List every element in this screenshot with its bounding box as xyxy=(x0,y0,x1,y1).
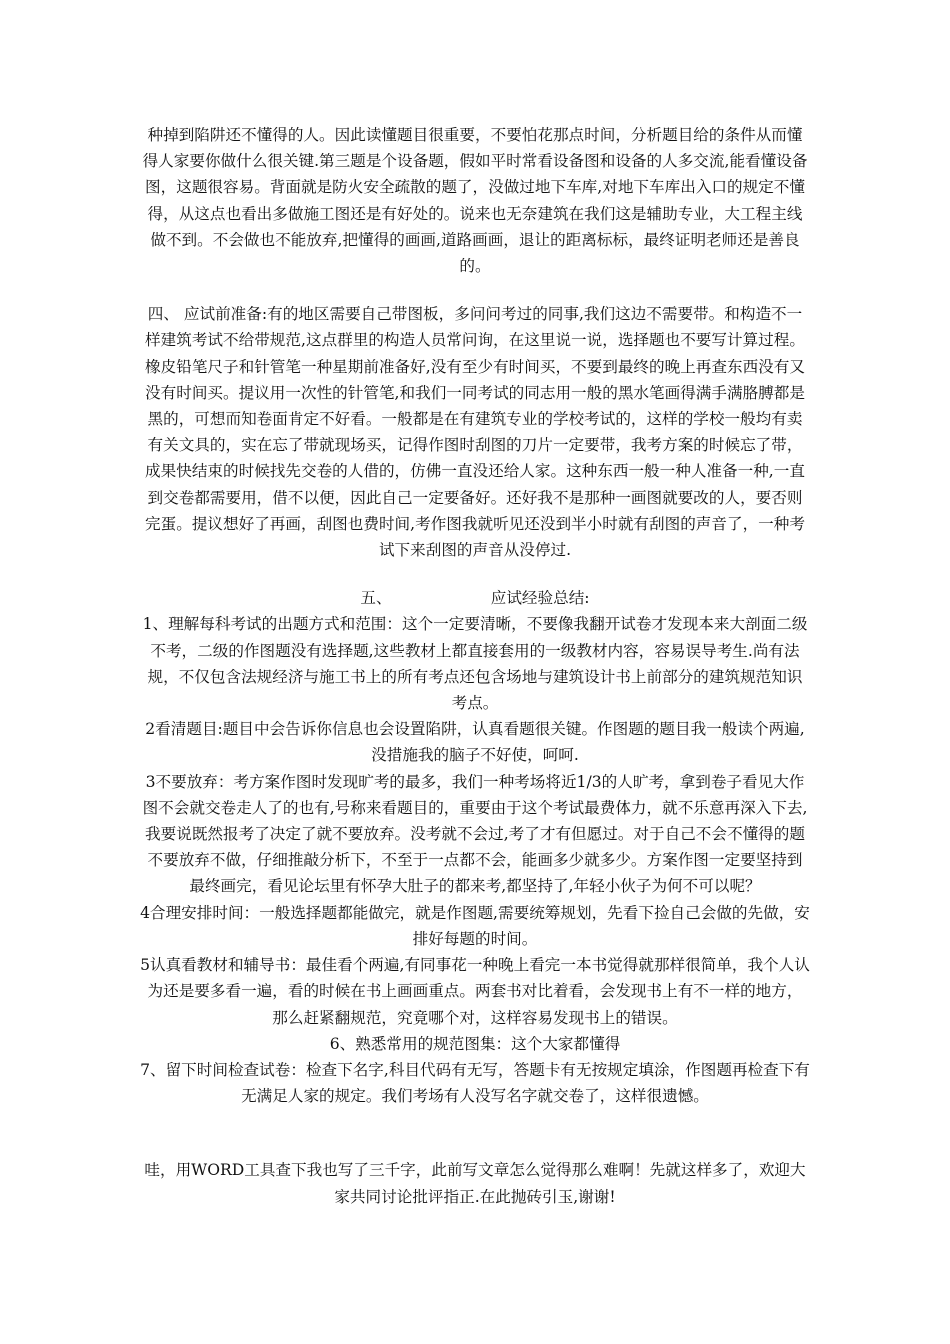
section-5 xyxy=(140,585,810,1109)
section-5-item-4: 4合理安排时间：一般选择题都能做完，就是作图题,需要统筹规划，先看下捡自己会做的先做，安排好每题的时间。 xyxy=(140,903,810,948)
spacer xyxy=(140,1109,810,1157)
paragraph-top: 种掉到陷阱还不懂得的人。因此读懂题目很重要，不要怕花那点时间，分析题目给的条件从而懂得人家要你做什么很关键.第三题是个设备题，假如平时常看设备图和设备的人多交流,能看懂设备图，这题很容易。背面就是防火安全疏散的题了，没做过地下车库,对地下车库出入口的规定不懂得，从这点也看出多做施工图还是有好处的。说来也无奈建筑在我们这是辅助专业，大工程主线做不到。不会做也不能放弃,把懂得的画画,道路画画，退让的距离标标，最终证明老师还是善良的。 xyxy=(142,126,808,276)
spacer xyxy=(140,563,810,585)
closing xyxy=(140,1157,810,1209)
section-5-item-5: 5认真看教材和辅导书：最佳看个两遍,有同事花一种晚上看完一本书觉得就那样很简单，我个人认为还是要多看一遍，看的时候在书上画画重点。两套书对比着看，会发现书上有不一样的地方，那么赶紧翻规范，究竟哪个对，这样容易发现书上的错误。 xyxy=(140,956,810,1027)
section-5-item-2: 2看清题目:题目中会告诉你信息也会设置陷阱，认真看题很关键。作图题的题目我一般读个两遍,没措施我的脑子不好使，呵呵. xyxy=(145,720,805,765)
section-5-heading: 五、 应试经验总结: xyxy=(360,589,590,608)
section-5-item-3: 3不要放弃：考方案作图时发现旷考的最多，我们一种考场将近1/3的人旷考，拿到卷子看见大作图不会就交卷走人了的也有,号称来看题目的，重要由于这个考试最费体力，就不乐意再深入下去,我要说既然报考了决定了就不要放弃。没考就不会过,考了才有但愿过。对于自己不会不懂得的题不要放弃不做，仔细推敲分析下，不至于一点都不会，能画多少就多少。方案作图一定要坚持到最终画完，看见论坛里有怀孕大肚子的都来考,都坚持了,年轻小伙子为何不可以呢？ xyxy=(142,772,808,896)
section-5-item-7: 7、留下时间检查试卷：检查下名字,科目代码有无写，答题卡有无按规定填涂，作图题再检查下有无满足人家的规定。我们考场有人没写名字就交卷了，这样很遗憾。 xyxy=(140,1060,810,1106)
section-4 xyxy=(140,301,810,563)
document-page xyxy=(140,122,810,1210)
section-5-item-6: 6、熟悉常用的规范图集：这个大家都懂得 xyxy=(329,1034,621,1053)
closing-text: 哇，用WORD工具查下我也写了三千字，此前写文章怎么觉得那么难啊！先就这样多了，欢迎大家共同讨论批评指正.在此抛砖引玉,谢谢! xyxy=(144,1161,806,1206)
section-4-text: 四、 应试前准备:有的地区需要自己带图板，多问问考过的同事,我们这边不需要带。和构造不一样建筑考试不给带规范,这点群里的构造人员常问询，在这里说一说，选择题也不要写计算过程。橡皮铅笔尺子和针管笔一种星期前准备好,没有至少有时间买，不要到最终的晚上再查东西没有又没有时间买。提议用一次性的针管笔,和我们一同考试的同志用一般的黑水笔画得满手满胳膊都是黑的，可想而知卷面肯定不好看。一般都是在有建筑专业的学校考试的，这样的学校一般均有卖有关文具的，实在忘了带就现场买，记得作图时刮图的刀片一定要带，我考方案的时候忘了带，成果快结束的时候找先交卷的人借的，仿佛一直没还给人家。这种东西一般一种人准备一种,一直到交卷都需要用，借不以便，因此自己一定要备好。还好我不是那种一画图就要改的人，要否则完蛋。提议想好了再画，刮图也费时间,考作图我就听见还没到半小时就有刮图的声音了，一种考试下来刮图的声音从没停过. xyxy=(145,305,805,560)
section-5-item-1: 1、理解每科考试的出题方式和范围：这个一定要清晰，不要像我翻开试卷才发现本来大剖面二级不考，二级的作图题没有选择题,这些教材上都直接套用的一级教材内容，容易误导考生.尚有法规，不仅包含法规经济与施工书上的所有考点还包含场地与建筑设计书上前部分的建筑规范知识考点。 xyxy=(142,615,808,713)
spacer xyxy=(140,279,810,301)
body-text xyxy=(140,122,810,279)
